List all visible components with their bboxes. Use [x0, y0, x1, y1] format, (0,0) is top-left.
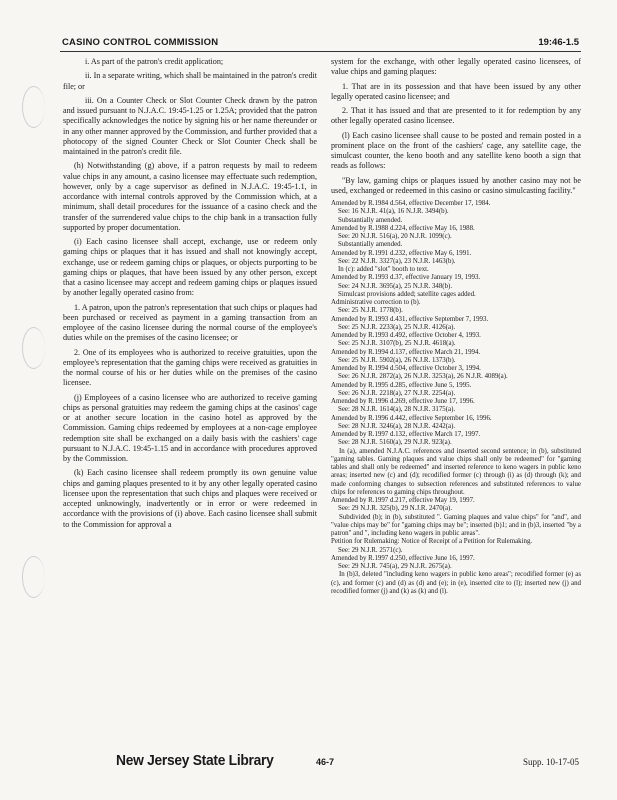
history-entry: Substantially amended.: [338, 216, 403, 224]
history-entry: See: 28 N.J.R. 5160(a), 29 N.J.R. 923(a).: [338, 439, 452, 447]
page-number: 46-7: [316, 757, 335, 767]
history-entry: See: 25 N.J.R. 5902(a), 26 N.J.R. 1373(b).: [338, 356, 456, 364]
history-entry: Substantially amended.: [338, 241, 403, 249]
paragraph-k-cont: system for the exchange, with other legally operated casino licensees, of value chips and gaming plaques:: [331, 57, 581, 77]
history-entry: Amended by R.1994 d.504, effective October 3, 1994.: [331, 365, 481, 372]
history-entry: Simulcast provisions added; satellite cages added.: [338, 290, 476, 298]
right-column: [331, 57, 581, 596]
history-entry: See: 26 N.J.R. 2872(a), 26 N.J.R. 3253(a), 26 N.J.R. 4089(a).: [338, 373, 508, 381]
paragraph-i: (i) Each casino licensee shall accept, exchange, use or redeem only gaming chips or plaques that it has issued and shall not knowingly accept, exchange, use or redeem gaming chips or plaques, or objects purporting to be gaming chips or plaques, that have been issued by any other person, except that a casino licensee may accept and redeem gaming chips or plaques issued by another legally operated casino from:: [63, 237, 317, 298]
paragraph-k: (k) Each casino licensee shall redeem promptly its own genuine value chips and gaming plaques presented to it by any other legally operated casino licensee upon the representation that such chips and plaques were received or accepted unknowingly, inadvertently or in error or were redeemed in accordance with the provisions of (i) above. Each casino licensee shall submit to the Commission for approval a: [63, 468, 317, 529]
history-entry: Amended by R.1993 d.492, effective October 4, 1993.: [331, 332, 481, 339]
history-entry: Amended by R.1997 d.250, effective June 16, 1997.: [331, 554, 475, 562]
history-entry: Administrative correction to (b).: [331, 299, 421, 306]
history-entry: See: 29 N.J.R. 745(a), 29 N.J.R. 2675(a).: [338, 563, 452, 570]
history-entry: See: 20 N.J.R. 516(a), 20 N.J.R. 1099(c).: [338, 233, 452, 240]
history-entry: Amended by R.1997 d.217, effective May 19, 1997.: [331, 497, 475, 504]
history-entry: See: 24 N.J.R. 3695(a), 25 N.J.R. 348(b).: [338, 282, 453, 290]
history-entry: Amended by R.1996 d.269, effective June 17, 1996.: [331, 398, 475, 405]
library-logo-text: New Jersey State Library: [116, 752, 274, 769]
history-entry: See: 25 N.J.R. 3107(b), 25 N.J.R. 4618(a).: [338, 340, 456, 348]
history-entry: Amended by R.1993 d.37, effective January 19, 1993.: [331, 274, 481, 282]
history-entry: Amended by R.1984 d.564, effective December 17, 1984.: [331, 200, 491, 207]
history-entry: Amended by R.1991 d.232, effective May 6, 1991.: [331, 249, 472, 257]
paragraph-k-1: 1. That are in its possession and that have been issued by any other legally operated casino licensee; and: [331, 81, 581, 101]
supplement-date: Supp. 10-17-05: [523, 757, 579, 767]
paragraph-j: (j) Employees of a casino licensee who are authorized to receive gaming chips as personal gratuities may redeem the gaming chips at the casinos' cage or at another secure location in the casino hotel as approved by the Commission. Gaming chips redeemed by employees at a non-cage employee redemption site shall be exchanged on a daily basis with the cashiers' cage pursuant to N.J.A.C. 19:45-1.15 and in accordance with procedures approved by the Commission.: [63, 392, 317, 463]
history-entry: Amended by R.1996 d.442, effective September 16, 1996.: [331, 414, 492, 422]
paragraph-l: (l) Each casino licensee shall cause to be posted and remain posted in a prominent place on the front of the cashiers' cage, any satellite cage, the simulcast counter, the keno booth and any satellite keno booth a sign that reads as follows:: [331, 130, 581, 171]
paragraph-g-iii: iii. On a Counter Check or Slot Counter Check drawn by the patron and issued pursuant to N.J.A.C. 19:45-1.25 or 1.25A; provided that the patron specifically acknowledges the notice by signing his or her name thereunder or in any other manner approved by the Commission, and further provided that a photocopy of the signed Counter Check or Slot Counter Check shall be maintained in the patron's credit file.: [63, 95, 317, 156]
history-entry: Amended by R.1993 d.431, effective September 7, 1993.: [331, 315, 489, 323]
history-entry: See: 29 N.J.R. 2571(c).: [338, 546, 403, 554]
history-entry: See: 28 N.J.R. 1614(a), 28 N.J.R. 3175(a).: [338, 406, 456, 414]
history-entry: See: 25 N.J.R. 2233(a), 25 N.J.R. 4126(a).: [338, 323, 456, 331]
history-entry: Amended by R.1994 d.137, effective March 21, 1994.: [331, 348, 481, 356]
paragraph-i-1: 1. A patron, upon the patron's representation that such chips or plaques had been purchased or received as payment in a gaming transaction from an employee of the casino licensee during the normal course of the employee's duties while on the premises of the casino licensee; or: [63, 302, 317, 343]
running-header-section: 19:46-1.5: [538, 37, 579, 48]
history-entry: Amended by R.1995 d.285, effective June 5, 1995.: [331, 381, 472, 389]
history-entry: See: 25 N.J.R. 1778(b).: [338, 307, 403, 315]
binder-hole-mark: [22, 86, 45, 128]
history-entry: In (b)3, deleted "including keno wagers in public keno areas"; recodified former (e) as (c), and former (c) and (d) as (d) and (e); in (e), inserted cite to (l); inserted new (j) and recodified former (j) and (k) as (k) and (l).: [331, 571, 581, 595]
paragraph-g-i: i. As part of the patron's credit application;: [85, 57, 224, 66]
paragraph-i-2: 2. One of its employees who is authorized to receive gratuities, upon the employee's representation that the gaming chips were received as gratuities in the normal course of his or her duties while on the premises of the casino licensee.: [63, 347, 317, 388]
paragraph-h: (h) Notwithstanding (g) above, if a patron requests by mail to redeem value chips in any amount, a casino licensee may effectuate such redemption, however, only by a cage supervisor as defined in N.J.A.C. 19:45-1.1, in accordance with internal controls approved by the Commission which, at a minimum, shall detail procedures for the issuance of a casino check and the transfer of the surrendered value chips to the chip bank in a transaction fully supported by proper documentation.: [63, 161, 317, 232]
running-header-title: CASINO CONTROL COMMISSION: [62, 37, 219, 48]
history-entry: See: 26 N.J.R. 2218(a), 27 N.J.R. 2254(a).: [338, 389, 456, 397]
history-entry: Subdivided (b); in (b), substituted ". Gaming plaques and value chips" for "and", and "value chips may be" for "gaming chips may be"; inserted (b)1; and in (b)3, inserted "by a patron" and ", including keno wagers in public areas".: [331, 513, 581, 537]
history-entry: Amended by R.1997 d.132, effective March 17, 1997.: [331, 431, 481, 438]
header-rule: [60, 51, 581, 52]
history-entry: In (a), amended N.J.A.C. references and inserted second sentence; in (b), substituted "gaming tables. Gaming plaques and value chips shall only be redeemed" for "gaming tables and shall only be redeemed" and inserted reference to keno wagers in public keno areas; inserted new (c) and (d); recodified former (c) through (i) as (d) through (k); and made conforming changes to subsection references and substituted references to value chips for references to gaming chips throughout.: [331, 447, 581, 496]
amendment-history: [331, 200, 581, 596]
history-entry: Petition for Rulemaking: Notice of Receipt of a Petition for Rulemaking.: [331, 538, 533, 546]
history-entry: See: 29 N.J.R. 325(b), 29 N.J.R. 2470(a).: [338, 505, 453, 513]
sign-text: "By law, gaming chips or plaques issued by another casino may not be used, exchanged or redeemed in this casino or casino simulcasting facility.": [331, 175, 581, 195]
left-column: [63, 57, 317, 534]
binder-hole-mark: [22, 327, 45, 369]
history-entry: In (c): added "slot" booth to text.: [338, 266, 429, 273]
paragraph-g-ii: ii. In a separate writing, which shall be maintained in the patron's credit file; or: [63, 71, 317, 91]
history-entry: Amended by R.1988 d.224, effective May 16, 1988.: [331, 224, 475, 232]
binder-hole-mark: [22, 556, 45, 598]
history-entry: See: 22 N.J.R. 3327(a), 23 N.J.R. 1463(b).: [338, 257, 456, 265]
history-entry: See: 16 N.J.R. 41(a), 16 N.J.R. 3494(b).: [338, 208, 449, 216]
paragraph-k-2: 2. That it has issued and that are presented to it for redemption by any other legally operated casino licensee.: [331, 106, 581, 126]
history-entry: See: 28 N.J.R. 3246(a), 28 N.J.R. 4242(a).: [338, 422, 456, 430]
